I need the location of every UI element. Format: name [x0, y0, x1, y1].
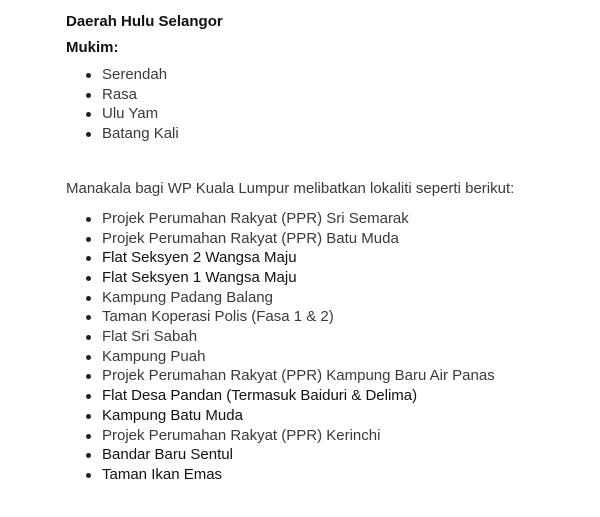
list-item-text: Projek Perumahan Rakyat (PPR) Kampung Baru Air Panas [102, 367, 495, 385]
list-item [66, 229, 586, 249]
document-body [66, 12, 586, 485]
list-item [66, 327, 586, 347]
bullet-icon [86, 335, 91, 340]
list-item-text: Projek Perumahan Rakyat (PPR) Sri Semarak [102, 209, 409, 227]
list-item [66, 268, 586, 288]
list-item [66, 65, 586, 85]
list-item-text: Ulu Yam [102, 105, 159, 123]
list-item [66, 307, 586, 327]
list-item-text: Flat Desa Pandan (Termasuk Baiduri & Delima) [102, 387, 418, 405]
list-item-text: Kampung Padang Balang [102, 288, 273, 306]
list-item [66, 209, 586, 229]
list-item-text: Flat Sri Sabah [102, 328, 198, 346]
list-item [66, 386, 586, 406]
list-item-text: Taman Ikan Emas [102, 465, 223, 483]
list-item-text: Batang Kali [102, 125, 179, 143]
locality-list [66, 209, 586, 485]
bullet-icon [86, 93, 91, 98]
list-item [66, 288, 586, 308]
list-item-text: Bandar Baru Sentul [102, 446, 233, 464]
list-item [66, 426, 586, 446]
list-item [66, 124, 586, 144]
list-item [66, 347, 586, 367]
bullet-icon [86, 217, 91, 222]
mukim-list [66, 65, 586, 144]
list-item [66, 465, 586, 485]
list-item-text: Kampung Batu Muda [102, 406, 243, 424]
list-item [66, 366, 586, 386]
list-item-text: Flat Seksyen 2 Wangsa Maju [102, 249, 297, 267]
list-item-text: Rasa [102, 85, 138, 103]
list-item [66, 445, 586, 465]
bullet-icon [86, 434, 91, 439]
list-item [66, 85, 586, 105]
list-item-text: Flat Seksyen 1 Wangsa Maju [102, 268, 297, 286]
list-item-text: Projek Perumahan Rakyat (PPR) Kerinchi [102, 426, 381, 444]
list-item-text: Serendah [102, 66, 168, 83]
bullet-icon [86, 256, 91, 261]
district-title: Daerah Hulu Selangor [66, 13, 223, 30]
list-item-text: Taman Koperasi Polis (Fasa 1 & 2) [102, 308, 334, 326]
list-item [66, 248, 586, 268]
bullet-icon [86, 296, 91, 301]
bullet-icon [86, 453, 91, 458]
list-item [66, 104, 586, 124]
bullet-icon [86, 276, 91, 281]
bullet-icon [86, 374, 91, 379]
bullet-icon [86, 414, 91, 419]
bullet-icon [86, 355, 91, 360]
list-item-text: Kampung Puah [102, 347, 206, 365]
bullet-icon [86, 473, 91, 478]
bullet-icon [86, 394, 91, 399]
bullet-icon [86, 73, 91, 78]
mukim-label: Mukim: [66, 39, 119, 56]
kuala-lumpur-intro: Manakala bagi WP Kuala Lumpur melibatkan lokaliti seperti berikut: [66, 179, 515, 197]
list-item-text: Projek Perumahan Rakyat (PPR) Batu Muda [102, 229, 399, 247]
list-item [66, 406, 586, 426]
bullet-icon [86, 112, 91, 117]
bullet-icon [86, 237, 91, 242]
bullet-icon [86, 315, 91, 320]
bullet-icon [86, 132, 91, 137]
